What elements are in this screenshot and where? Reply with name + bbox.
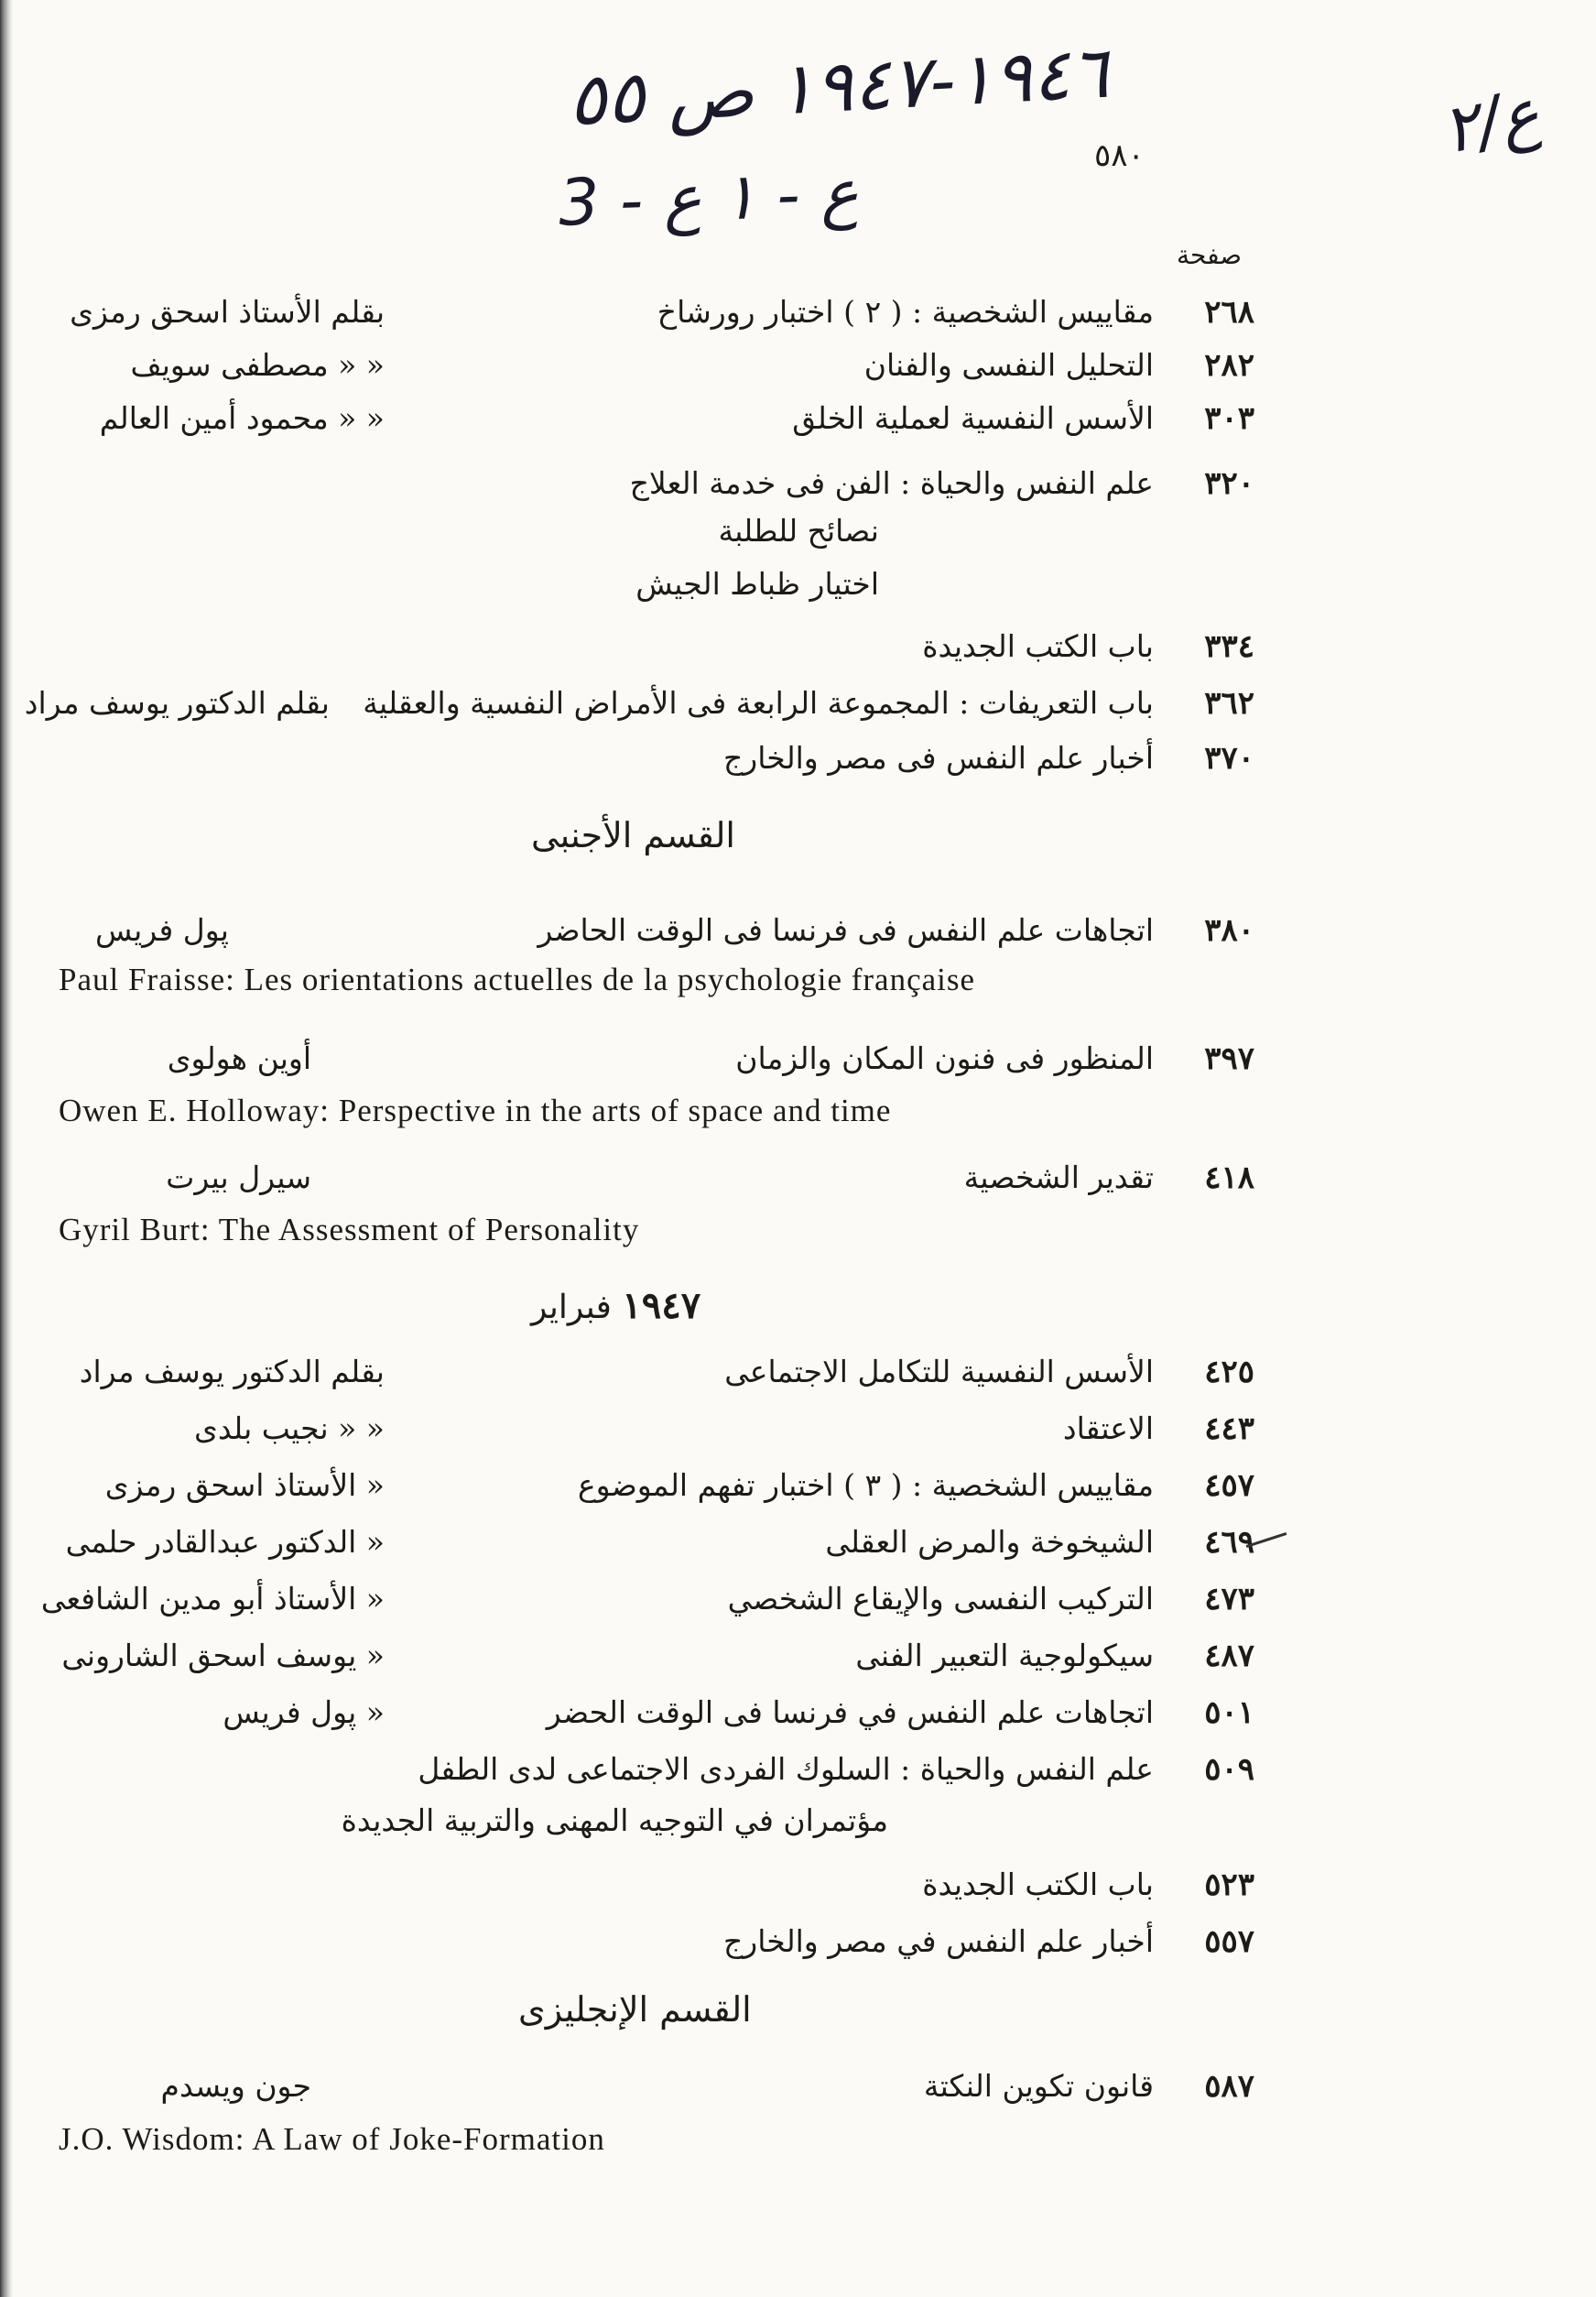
section-heading-english: القسم الإنجليزى [518, 1989, 752, 2030]
entry-author: بقلم الدكتور يوسف مراد [24, 685, 330, 721]
entry-latin-title: Paul Fraisse: Les orientations actuelles de la psychologie française [59, 962, 976, 997]
entry-page: ٤٧٣ [1204, 1581, 1254, 1617]
entry-author: « « محمود أمين العالم [99, 400, 385, 436]
entry-author: بقلم الأستاذ اسحق رمزى [70, 294, 385, 330]
entry-title: اتجاهات علم النفس فى فرنسا فى الوقت الحاضر [537, 912, 1154, 948]
entry-title: باب الكتب الجديدة [922, 1867, 1154, 1902]
entry-latin-title: J.O. Wisdom: A Law of Joke-Formation [59, 2121, 605, 2157]
entry-page: ٢٦٨ [1204, 294, 1254, 331]
toc-entry [18, 1405, 1254, 1456]
issue-year: ١٩٤٧ [622, 1284, 701, 1327]
entry-page: ٤٢٥ [1204, 1354, 1254, 1390]
entry-author: أوين هولوى [167, 1040, 311, 1076]
entry-title: الأسس النفسية لعملية الخلق [792, 400, 1154, 436]
entry-title: تقدير الشخصية [963, 1159, 1154, 1195]
page-column-header: صفحة [1177, 240, 1243, 270]
entry-latin-title: Gyril Burt: The Assessment of Personality [59, 1212, 640, 1247]
entry-page: ٤٨٧ [1204, 1638, 1254, 1674]
toc-entry [18, 1746, 1254, 1797]
entry-title: علم النفس والحياة : الفن فى خدمة العلاج [629, 465, 1154, 501]
entry-title: باب التعريفات : المجموعة الرابعة فى الأمراض النفسية والعقلية [363, 685, 1154, 721]
entry-title: التركيب النفسى والإيقاع الشخصي [727, 1581, 1154, 1617]
entry-author: « الدكتور عبدالقادر حلمى [65, 1524, 385, 1560]
entry-page: ٣٧٠ [1204, 740, 1254, 777]
toc-entry [18, 907, 1254, 958]
toc-entry [18, 680, 1254, 731]
page-edge [0, 0, 13, 2297]
entry-title: الاعتقاد [1062, 1410, 1154, 1446]
toc-entry [18, 1689, 1254, 1740]
handwritten-corner-note: ع/٢ [1435, 72, 1547, 169]
entry-page: ٤١٨ [1204, 1159, 1254, 1196]
entry-author: جون ويسدم [160, 2068, 311, 2104]
entry-page: ٣٣٤ [1204, 628, 1254, 665]
toc-subentry: اختيار ظباط الجيش [635, 566, 879, 602]
issue-date-header [531, 1284, 700, 1327]
toc-entry [18, 1348, 1254, 1399]
entry-author: « « نجيب بلدى [194, 1410, 385, 1446]
entry-title: المنظور فى فنون المكان والزمان [735, 1040, 1154, 1076]
entry-title: أخبار علم النفس فى مصر والخارج [722, 740, 1154, 776]
page-number: ٥٨٠ [1094, 137, 1145, 174]
toc-entry [18, 1035, 1254, 1086]
entry-title: التحليل النفسى والفنان [863, 347, 1154, 383]
section-heading-foreign: القسم الأجنبى [531, 815, 735, 855]
entry-title: اتجاهات علم النفس في فرنسا فى الوقت الحضر [546, 1694, 1154, 1730]
entry-author: سيرل بيرت [166, 1159, 311, 1195]
entry-author: « « مصطفى سويف [130, 347, 385, 383]
toc-entry [18, 1519, 1254, 1570]
entry-author: « الأستاذ اسحق رمزى [104, 1467, 385, 1503]
toc-entry [18, 288, 1254, 340]
entry-page: ٣٦٢ [1204, 685, 1254, 722]
entry-page: ٤٦٩ [1204, 1524, 1254, 1561]
toc-entry [18, 2063, 1254, 2114]
entry-author: پول فريس [95, 912, 229, 948]
entry-title: أخبار علم النفس في مصر والخارج [722, 1923, 1154, 1959]
entry-page: ٤٥٧ [1204, 1467, 1254, 1504]
entry-title: مقاييس الشخصية : ( ٣ ) اختبار تفهم الموضوع [577, 1467, 1154, 1503]
entry-author: « پول فريس [223, 1694, 385, 1730]
toc-subentry: نصائح للطلبة [718, 513, 879, 549]
entry-page: ٥٨٧ [1204, 2068, 1254, 2105]
entry-page: ٥٠١ [1204, 1694, 1254, 1731]
entry-page: ٥٠٩ [1204, 1751, 1254, 1788]
entry-page: ٢٨٢ [1204, 347, 1254, 384]
toc-subentry: مؤتمران في التوجيه المهنى والتربية الجديدة [341, 1802, 888, 1838]
entry-title: سيكولوجية التعبير الفنى [855, 1638, 1154, 1673]
toc-entry [18, 460, 1254, 511]
toc-entry [18, 1861, 1254, 1912]
entry-title: علم النفس والحياة : السلوك الفردى الاجتماعى لدى الطفل [418, 1751, 1154, 1787]
handwritten-issue-note: 3 - ع - ١ ع [557, 155, 860, 241]
issue-month: فبراير [531, 1289, 612, 1326]
toc-entry [18, 623, 1254, 674]
entry-page: ٣٢٠ [1204, 465, 1254, 502]
toc-entry [18, 735, 1254, 786]
entry-author: بقلم الدكتور يوسف مراد [79, 1354, 385, 1389]
entry-page: ٣٠٣ [1204, 400, 1254, 437]
handwritten-volume-note: ١٩٤٦-١٩٤٧ ص ٥٥ [566, 31, 1111, 143]
toc-entry [18, 1462, 1254, 1513]
entry-title: مقاييس الشخصية : ( ٢ ) اختبار رورشاخ [657, 294, 1154, 330]
entry-page: ٣٩٧ [1204, 1040, 1254, 1077]
entry-page: ٥٢٣ [1204, 1867, 1254, 1903]
toc-entry [18, 1154, 1254, 1205]
entry-latin-title: Owen E. Holloway: Perspective in the arts of space and time [59, 1093, 892, 1128]
toc-entry [18, 1575, 1254, 1627]
entry-page: ٤٤٣ [1204, 1410, 1254, 1447]
entry-title: الشيخوخة والمرض العقلى [825, 1524, 1154, 1560]
toc-entry [18, 395, 1254, 446]
entry-page: ٣٨٠ [1204, 912, 1254, 949]
entry-author: « الأستاذ أبو مدين الشافعى [40, 1581, 385, 1617]
toc-entry [18, 342, 1254, 393]
entry-author: « يوسف اسحق الشارونى [61, 1638, 385, 1673]
entry-title: قانون تكوين النكتة [923, 2068, 1154, 2104]
toc-entry [18, 1918, 1254, 1969]
entry-title: باب الكتب الجديدة [922, 628, 1154, 664]
entry-title: الأسس النفسية للتكامل الاجتماعى [724, 1354, 1154, 1389]
toc-entry [18, 1632, 1254, 1683]
entry-page: ٥٥٧ [1204, 1923, 1254, 1960]
